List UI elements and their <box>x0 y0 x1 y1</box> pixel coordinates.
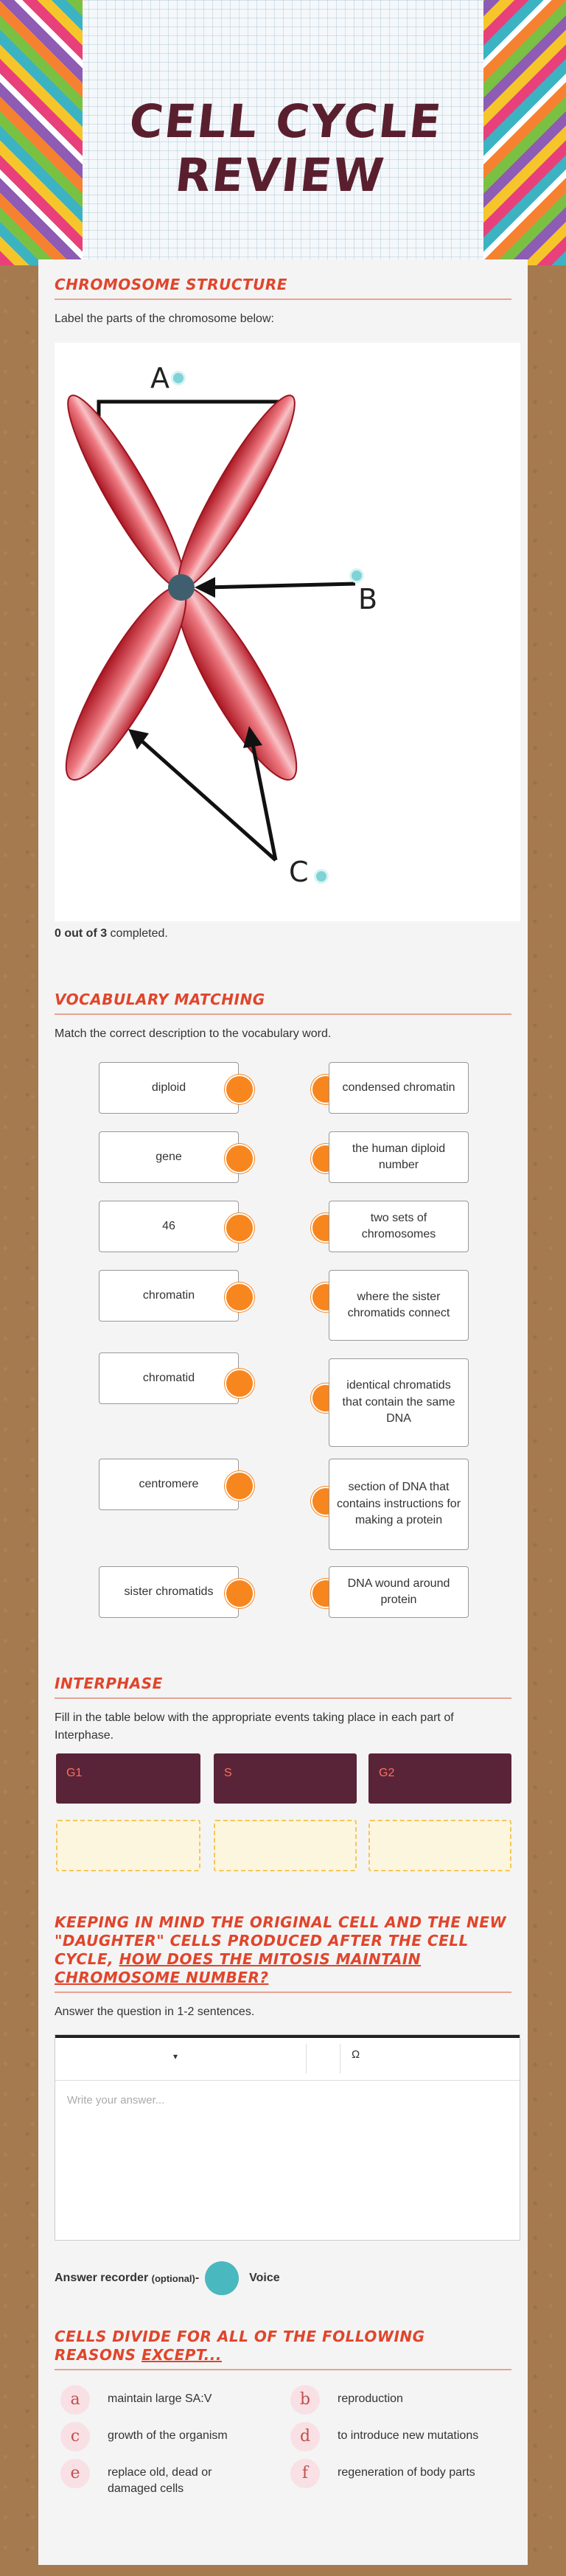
matching-area <box>55 1050 511 1618</box>
term-sister-chromatids[interactable]: sister chromatids <box>99 1566 239 1618</box>
mc-option-text: to introduce new mutations <box>338 2429 479 2442</box>
hotspot-c[interactable] <box>314 869 329 884</box>
definition-sister-connect[interactable]: where the sister chromatids connect <box>329 1270 469 1341</box>
mc-title-underlined: EXCEPT... <box>142 2346 222 2364</box>
chromosome-card <box>38 259 528 967</box>
mc-letter: c <box>60 2422 90 2451</box>
mc-option-text: growth of the organism <box>108 2429 228 2442</box>
mc-option-text: regeneration of body parts <box>338 2466 475 2479</box>
section-title-interphase: INTERPHASE <box>55 1658 511 1699</box>
section-title-multiple-choice <box>55 2311 511 2370</box>
label-b: B <box>358 583 378 615</box>
label-a: A <box>150 362 170 394</box>
vocabulary-card <box>38 967 528 1645</box>
section-title-chromosome: CHROMOSOME STRUCTURE <box>55 259 511 300</box>
interphase-card <box>38 1645 528 1888</box>
term-centromere[interactable]: centromere <box>99 1459 239 1510</box>
phase-drop-s[interactable] <box>214 1820 357 1871</box>
special-char-icon[interactable]: Ω <box>352 2048 360 2061</box>
definition-human-diploid-number[interactable]: the human diploid number <box>329 1131 469 1183</box>
completion-status <box>55 927 511 940</box>
phase-header-s: S <box>214 1753 357 1804</box>
definition-two-sets[interactable]: two sets of chromosomes <box>329 1201 469 1252</box>
toolbar-separator <box>306 2044 307 2073</box>
definition-dna-wound[interactable]: DNA wound around protein <box>329 1566 469 1618</box>
hotspot-b[interactable] <box>349 568 364 583</box>
mc-option-c[interactable] <box>60 2422 248 2451</box>
mc-letter: d <box>290 2422 320 2451</box>
term-gene[interactable]: gene <box>99 1131 239 1183</box>
mc-option-d[interactable] <box>290 2422 514 2451</box>
definition-condensed-chromatin[interactable]: condensed chromatin <box>329 1062 469 1114</box>
definition-section-of-dna[interactable]: section of DNA that contains instructions for making a protein <box>329 1459 469 1550</box>
answer-input[interactable]: Write your answer... <box>67 2094 165 2106</box>
recorder-label: Answer recorder <box>55 2272 149 2284</box>
voice-label: Voice <box>249 2272 280 2284</box>
term-46[interactable]: 46 <box>99 1201 239 1252</box>
phase-drop-g2[interactable] <box>368 1820 511 1871</box>
vocabulary-instructions: Match the correct description to the vocabulary word. <box>55 1027 332 1040</box>
question-card <box>38 1888 528 2307</box>
mc-letter: b <box>290 2385 320 2415</box>
term-connector-dot[interactable] <box>225 1144 254 1173</box>
mc-option-f[interactable] <box>290 2459 514 2488</box>
record-button[interactable] <box>205 2261 239 2295</box>
term-chromatin[interactable]: chromatin <box>99 1270 239 1322</box>
recorder-dash: - <box>195 2272 200 2284</box>
mc-options <box>55 2379 511 2512</box>
label-c: C <box>289 856 309 888</box>
question-title-underlined: HOW DOES THE MITOSIS MAINTAIN CHROMOSOME NUMBER? <box>55 1950 422 1986</box>
answer-editor <box>55 2034 520 2241</box>
term-connector-dot[interactable] <box>225 1369 254 1398</box>
term-diploid[interactable]: diploid <box>99 1062 239 1114</box>
chromosome-image <box>55 343 520 921</box>
multiple-choice-card <box>38 2307 528 2565</box>
question-title-main: KEEPING IN MIND THE ORIGINAL CELL AND THE NEW "DAUGHTER" CELLS PRODUCED AFTER THE CELL CYCLE, <box>55 1913 506 1968</box>
recorder-optional: (optional) <box>151 2272 195 2284</box>
interphase-table <box>55 1753 511 1886</box>
mc-option-e[interactable] <box>60 2459 248 2498</box>
definition-identical-chromatids[interactable]: identical chromatids that contain the same DNA <box>329 1358 469 1447</box>
phase-header-g2: G2 <box>368 1753 511 1804</box>
term-connector-dot[interactable] <box>225 1282 254 1312</box>
term-connector-dot[interactable] <box>225 1579 254 1608</box>
decorative-chevron-left <box>0 0 83 265</box>
mc-option-text: replace old, dead or damaged cells <box>108 2466 212 2496</box>
section-title-question <box>55 1897 511 1993</box>
term-chromatid[interactable]: chromatid <box>99 1352 239 1404</box>
question-instructions: Answer the question in 1-2 sentences. <box>55 2006 255 2018</box>
phase-drop-g1[interactable] <box>56 1820 200 1871</box>
centromere-shape <box>168 574 195 601</box>
header-banner <box>0 0 566 265</box>
section-title-vocabulary: VOCABULARY MATCHING <box>55 974 511 1015</box>
mc-option-a[interactable] <box>60 2385 248 2415</box>
chromosome-diagram <box>55 343 520 921</box>
phase-header-g1: G1 <box>56 1753 200 1804</box>
decorative-chevron-right <box>483 0 566 265</box>
answer-recorder <box>55 2261 511 2295</box>
completion-count: 0 out of 3 <box>55 927 108 940</box>
mc-option-text: reproduction <box>338 2392 403 2405</box>
chromosome-instructions: Label the parts of the chromosome below: <box>55 313 274 325</box>
mc-letter: e <box>60 2459 90 2488</box>
term-connector-dot[interactable] <box>225 1075 254 1104</box>
mc-option-b[interactable] <box>290 2385 478 2415</box>
term-connector-dot[interactable] <box>225 1471 254 1501</box>
term-connector-dot[interactable] <box>225 1213 254 1243</box>
page-title: CELL CYCLE REVIEW <box>127 94 445 202</box>
interphase-instructions: Fill in the table below with the appropriate events taking place in each part of Interphase. <box>55 1711 454 1742</box>
mc-title-main: CELLS DIVIDE FOR ALL OF THE FOLLOWING REASONS <box>55 2328 425 2364</box>
format-dropdown-icon[interactable]: ▾ <box>173 2051 178 2062</box>
hotspot-a[interactable] <box>171 371 186 385</box>
mc-option-text: maintain large SA:V <box>108 2392 212 2405</box>
completion-suffix: completed. <box>107 927 168 940</box>
mc-letter: f <box>290 2459 320 2488</box>
editor-toolbar <box>55 2035 520 2081</box>
mc-letter: a <box>60 2385 90 2415</box>
